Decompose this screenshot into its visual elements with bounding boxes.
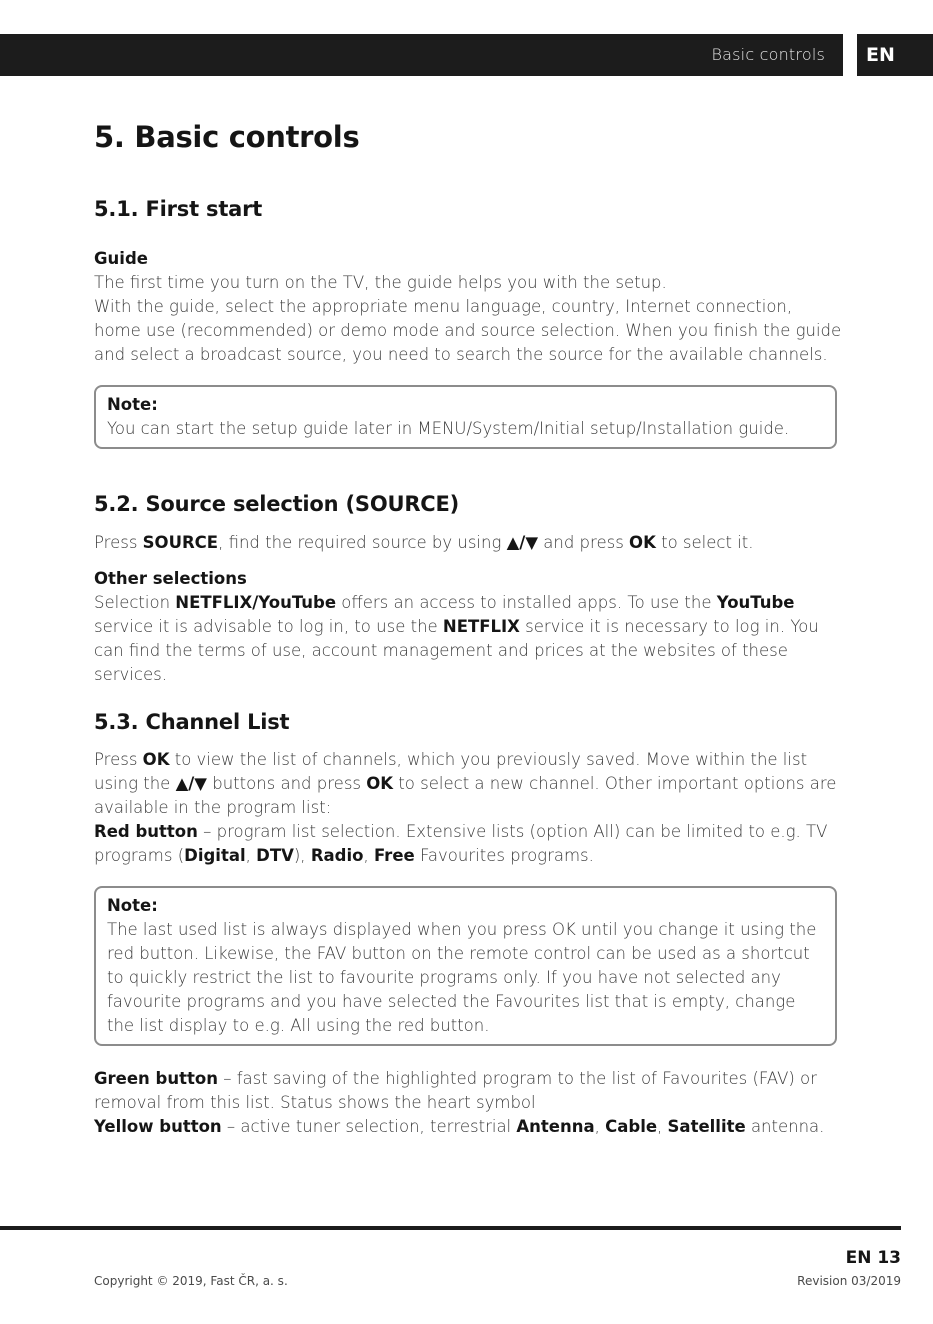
note-box-channel-list [94, 886, 837, 1046]
channel-list-paragraph [94, 748, 842, 868]
text-run: Selection [94, 593, 176, 612]
arrow-up-down-icon: ▲/▼ [506, 533, 539, 552]
text-run: service it is advisable to log in, to use the [94, 617, 443, 636]
note-title: Note: [107, 896, 158, 915]
text-run: to select a new channel. Other important options are available in the program list: [94, 774, 837, 817]
bold-source: SOURCE [142, 533, 219, 552]
section-title-channel-list: 5.3. Channel List [94, 710, 290, 734]
header-bar [0, 34, 843, 76]
bold-ok: OK [629, 533, 656, 552]
text-run: antenna. [745, 1117, 825, 1136]
bold-satellite: Satellite [667, 1117, 746, 1136]
red-button-label: Red button [94, 822, 198, 841]
color-buttons-paragraph [94, 1067, 842, 1139]
header-section-title: Basic controls [711, 45, 825, 64]
text-run: – active tuner selection, terrestrial [221, 1117, 517, 1136]
text-run: , [594, 1117, 606, 1136]
chapter-title: 5. Basic controls [94, 120, 360, 154]
bold-cable: Cable [605, 1117, 658, 1136]
copyright-text: Copyright © 2019, Fast ČR, a. s. [94, 1274, 288, 1288]
section-title-source-selection: 5.2. Source selection (SOURCE) [94, 492, 460, 516]
bold-dtv: DTV [256, 846, 294, 865]
note-box-setup-guide [94, 385, 837, 449]
page-number: EN 13 [845, 1248, 901, 1268]
text-run: , find the required source by using [218, 533, 507, 552]
text-run: , [245, 846, 257, 865]
note-title: Note: [107, 395, 158, 414]
text-run: , [657, 1117, 668, 1136]
text-run: offers an access to installed apps. To use the [336, 593, 717, 612]
text-run: ), [293, 846, 311, 865]
text-run: to select it. [655, 533, 754, 552]
note-text: The last used list is always displayed when you press OK until you change it using the red button. Likewise, the FAV button on the remote control can be used as a shortcut to quickly restrict the list to favourite programs only. If you have not selected any favourite programs and you have selected the Favourites list that is empty, change the list display to e.g. All using the red button. [107, 920, 817, 1035]
section-title-first-start: 5.1. First start [94, 197, 263, 221]
other-selections-heading: Other selections [94, 569, 247, 588]
green-button-label: Green button [94, 1069, 218, 1088]
text-run: Press [94, 750, 143, 769]
arrow-up-down-icon: ▲/▼ [175, 774, 207, 793]
text-run: – program list selection. Extensive lists (option All) can be limited to e.g. TV programs ( [94, 822, 828, 865]
bold-ok: OK [142, 750, 170, 769]
bold-netflix-youtube: NETFLIX/YouTube [175, 593, 337, 612]
language-badge: EN [857, 34, 933, 76]
text-run: service it is necessary to log in. You can find the terms of use, account management and prices at the websites of these services. [94, 617, 819, 684]
text-run: , [363, 846, 374, 865]
text-run: buttons and press [206, 774, 367, 793]
bold-digital: Digital [184, 846, 246, 865]
bold-ok: OK [366, 774, 394, 793]
note-text: You can start the setup guide later in MENU/System/Initial setup/Installation guide. [107, 419, 790, 438]
bold-netflix: NETFLIX [442, 617, 520, 636]
yellow-button-label: Yellow button [94, 1117, 222, 1136]
text-run: – fast saving of the highlighted program to the list of Favourites (FAV) or removal from this list. Status shows the heart symbol [94, 1069, 817, 1112]
other-selections-paragraph [94, 591, 842, 687]
bold-antenna: Antenna [516, 1117, 595, 1136]
guide-paragraph-1: The first time you turn on the TV, the guide helps you with the setup. [94, 273, 667, 292]
text-run: and press [538, 533, 630, 552]
text-run: to view the list of channels, which you previously saved. Move within the list using the [94, 750, 808, 793]
source-paragraph [94, 531, 842, 555]
bold-free: Free [373, 846, 415, 865]
revision-text: Revision 03/2019 [797, 1274, 901, 1288]
guide-paragraph-2: With the guide, select the appropriate menu language, country, Internet connection, home use (recommended) or demo mode and source selection. When you finish the guide and select a broadcast source, you need to search the source for the available channels. [94, 297, 842, 364]
bold-radio: Radio [310, 846, 364, 865]
text-run: Press [94, 533, 143, 552]
guide-heading: Guide [94, 249, 148, 268]
footer-rule [0, 1226, 901, 1230]
text-run: Favourites programs. [414, 846, 594, 865]
bold-youtube: YouTube [716, 593, 795, 612]
